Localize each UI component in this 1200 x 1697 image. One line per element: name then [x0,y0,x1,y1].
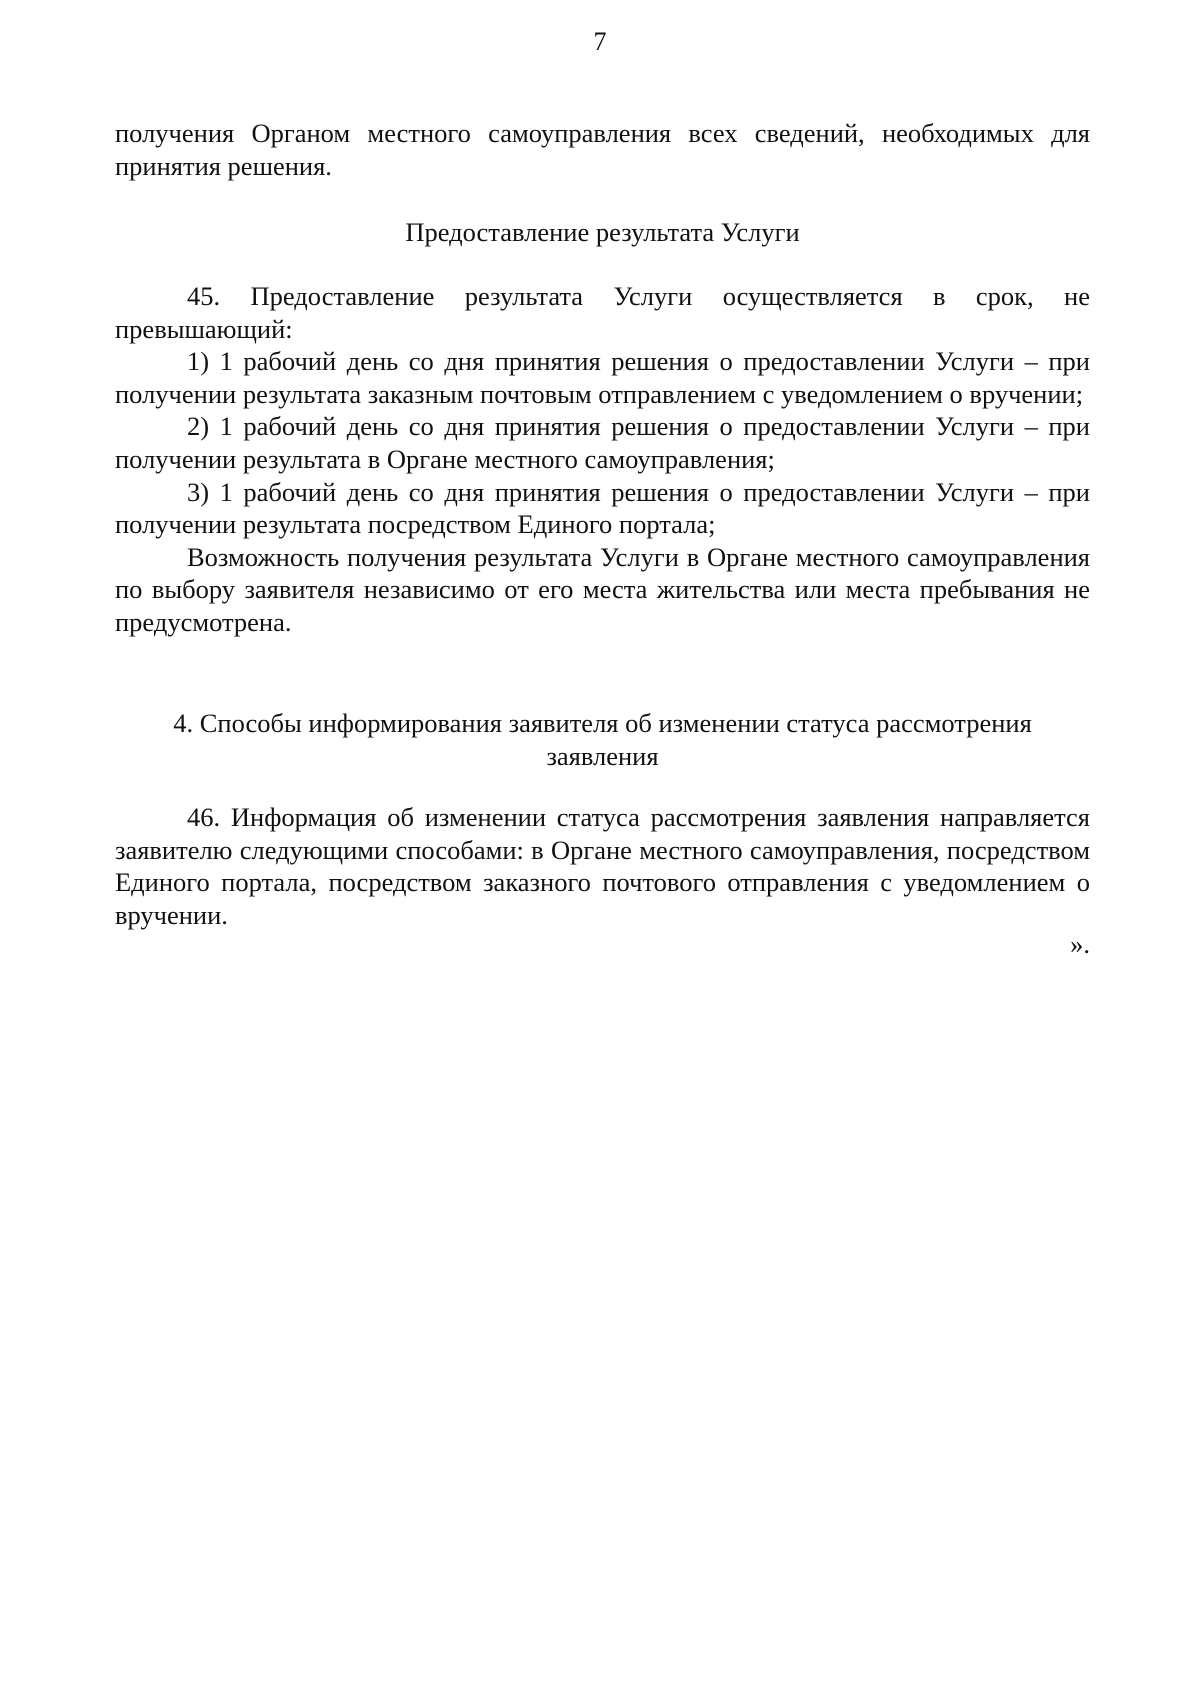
section-heading-result: Предоставление результата Услуги [405,217,800,247]
closing-quote-mark: ». [1070,929,1090,959]
clause-46-block [115,801,1090,931]
section-heading-informing: 4. Способы информирования заявителя об изменении статуса рассмотрения заявления [173,708,1032,771]
clause-45-note: Возможность получения результата Услуги в Органе местного самоуправления по выбору заявителя независимо от его места жительства или места пребывания не предусмотрена. [115,541,1090,637]
clause-45-item-2: 2) 1 рабочий день со дня принятия решения о предоставлении Услуги – при получении результата в Органе местного самоуправления; [115,411,1090,474]
clause-45-block [115,280,1090,639]
continuation-block [115,117,1090,182]
continuation-paragraph: получения Органом местного самоуправления всех сведений, необходимых для принятия решения. [115,118,1090,181]
page-number: 7 [593,27,607,56]
clause-46-text: 46. Информация об изменении статуса рассмотрения заявления направляется заявителю следующими способами: в Органе местного самоуправления, посредством Единого портала, посредством заказного почтового отправления с уведомлением о вручении. [115,802,1090,930]
clause-45-item-3: 3) 1 рабочий день со дня принятия решения о предоставлении Услуги – при получении результата посредством Единого портала; [115,476,1090,540]
section-heading-block [115,216,1090,249]
clause-45-intro: 45. Предоставление результата Услуги осуществляется в срок, не превышающий: [115,281,1090,344]
clause-45-item-1: 1) 1 рабочий день со дня принятия решения о предоставлении Услуги – при получении результата заказным почтовым отправлением с уведомлением о вручении; [115,346,1090,409]
closing-mark-block [115,928,1090,961]
section-heading-block-2 [115,707,1090,772]
